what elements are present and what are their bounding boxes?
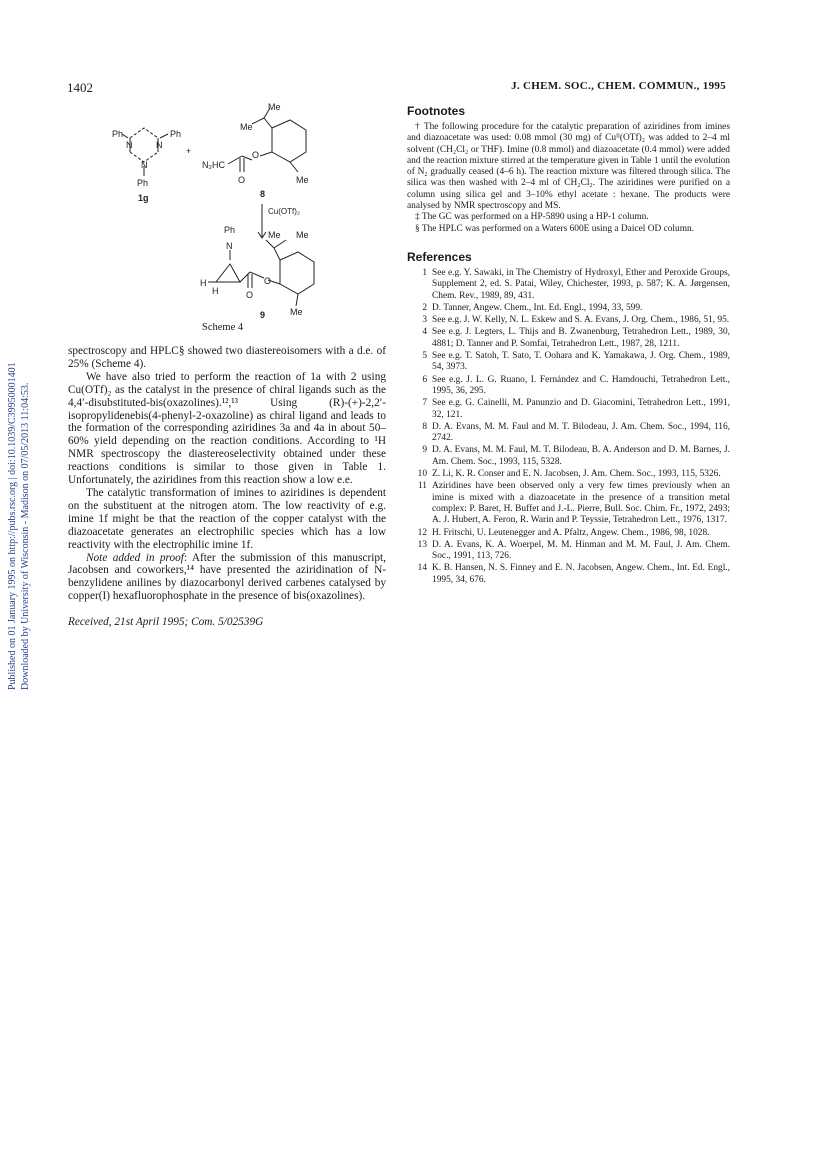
reference-number: 7 — [422, 398, 427, 409]
carbonyl-o-9: O — [246, 290, 254, 300]
reference-item — [407, 375, 730, 398]
reference-text: See e.g. T. Satoh, T. Sato, T. Oohara and K. Yamakawa, J. Org. Chem., 1989, 54, 3973. — [432, 351, 730, 373]
reference-text: Z. Li, K. R. Conser and E. N. Jacobsen, J. Am. Chem. Soc., 1993, 115, 5326. — [432, 469, 721, 480]
footnotes-heading: Footnotes — [407, 104, 465, 118]
reference-text: See e.g. G. Cainelli, M. Panunzio and D. Giacomini, Tetrahedron Lett., 1991, 32, 121. — [432, 398, 730, 420]
reference-item — [407, 563, 730, 586]
reference-text: See e.g. Y. Sawaki, in The Chemistry of Hydroxyl, Ether and Peroxide Groups, Supplement 2, ed. S. Patai, Wiley, Chichester, 1993, p. 587; K. A. Jørgensen, Chem. Rev., 1989, 89, 431. — [432, 267, 730, 301]
references-section — [407, 250, 730, 586]
n-right-label: N — [156, 140, 163, 150]
reference-item — [407, 351, 730, 374]
reference-item — [407, 268, 730, 302]
reference-number: 10 — [417, 469, 427, 480]
scheme-caption: Scheme 4 — [202, 322, 244, 333]
note-added-text: : After the submission of this manuscript, Jacobsen and coworkers,¹⁴ have presented the aziridination of N-benzylidene anilines by diazocarbonyl derived carbenes catalysed by copper(I) hexafluorophosphate in the presence of bis(oxazolines). — [68, 551, 387, 603]
footnote-double-dagger: ‡ The GC was performed on a HP-5890 using a HP-1 column. — [415, 212, 649, 223]
download-sidebar — [6, 330, 32, 690]
reference-text: D. Tanner, Angew. Chem., Int. Ed. Engl., 1994, 33, 599. — [432, 302, 643, 313]
ph-right-label: Ph — [170, 129, 182, 139]
page-number: 1402 — [67, 80, 93, 95]
me-9a-label: Me — [268, 230, 281, 240]
reference-item — [407, 398, 730, 421]
h1-label: H — [200, 278, 207, 288]
sidebar-download-line: Downloaded by University of Wisconsin - Madison on 07/05/2013 11:04:53. — [20, 382, 31, 690]
footnote-section: § The HPLC was performed on a Waters 600E using a Daicel OD column. — [415, 223, 695, 234]
reference-text: See e.g. J. W. Kelly, N. L. Eskew and S. A. Evans, J. Org. Chem., 1986, 51, 95. — [432, 315, 730, 326]
reference-item — [407, 315, 730, 326]
n-bottom-label: N — [141, 160, 148, 170]
reference-text: See e.g. J. L. G. Ruano, I. Fernández and C. Hamdouchi, Tetrahedron Lett., 1995, 36, 295. — [432, 374, 730, 396]
references-heading: References — [407, 249, 472, 264]
footnote-dagger: † The following procedure for the catalytic preparation of aziridines from imines and diazoacetate was used: 0.08 mmol (30 mg) of Cuᴵᴵ(OTf)₂ was added to 2–4 ml solvent (CH₂Cl₂ or THF). Imine (0.8 mmol) and diazoacetate (0.4 mmol) were added and the reaction mixture stirred at the temperature given in Table 1 until the evolution of N₂ gradually ceased (4–6 h). The reaction mixture was filtered through silica. The silica was then washed with 2–4 ml of CH₂Cl₂. The aziridines were purified on a column using silica gel and 3–10% ethyl acetate : hexane. The products were analysed by NMR spectroscopy and MS. — [407, 122, 730, 212]
compound-1g-label: 1g — [138, 193, 149, 203]
received-line: Received, 21st April 1995; Com. 5/02539G — [68, 616, 264, 629]
reference-text: Aziridines have been observed only a very few times previously when an imine is mixed with a diazoacetate in the presence of a transition metal complex: P. Baret, H. Buffet and J.-L. Pierre, Bull. Soc. Chim. Fr., 1972, 2493; A. J. Hubert, A. Feron, R. Warin and P. Teyssie, Tetrahedron Lett., 1976, 1317. — [432, 481, 730, 526]
h2-label: H — [212, 286, 219, 296]
reference-number: 9 — [422, 445, 427, 456]
ester-o-9: O — [264, 276, 272, 286]
reference-item — [407, 528, 730, 539]
me-top-label: Me — [268, 102, 281, 112]
reference-text: See e.g. J. Legters, L. Thijs and B. Zwanenburg, Tetrahedron Lett., 1989, 30, 4881; D. Tanner and P. Somfai, Tetrahedron Lett., 1987, 28, 1211. — [432, 327, 730, 349]
paragraph-3: The catalytic transformation of imines to aziridines is dependent on the substituent at the nitrogen atom. The low reactivity of e.g. imine 1f might be that the reaction of the copper catalyst with the diazoacetate generates an electrophilic species which has a low reactivity with the electrophilic imine 1f. — [68, 486, 386, 551]
paragraph-4 — [68, 552, 386, 604]
me-left-label: Me — [240, 122, 253, 132]
reference-item — [407, 422, 730, 445]
paragraph-1: spectroscopy and HPLC§ showed two diastereoisomers with a d.e. of 25% (Scheme 4). — [68, 345, 386, 370]
reference-number: 8 — [422, 421, 427, 432]
me-9b-label: Me — [296, 230, 309, 240]
n2hc-label: N₂HC — [202, 160, 225, 170]
reference-number: 5 — [422, 351, 427, 362]
reference-number: 14 — [417, 563, 427, 574]
ph-left-label: Ph — [112, 129, 124, 139]
compound-9-label: 9 — [260, 310, 266, 320]
note-added-label: Note added in proof — [86, 551, 184, 564]
ph-bottom-label: Ph — [137, 178, 149, 188]
catalyst-label: Cu(OTf)₂ — [268, 207, 300, 216]
me-9c-label: Me — [290, 307, 303, 317]
reference-item — [407, 481, 730, 526]
n-aziridine-label: N — [226, 241, 233, 251]
paragraph-2: We have also tried to perform the reaction of 1a with 2 using Cu(OTf)₂ as the catalyst in the presence of chiral ligands such as the 4,4′-disubstituted-bis(oxazolines).¹²,¹³ Using (R)-(+)-2,2′-isopropylidenebis(4-phenyl-2-oxazoline) as chiral ligand and leads to the formation of the corresponding aziridines 3a and 4a in about 50–60% yield depending on the reaction conditions. According to ¹H NMR spectroscopy the diastereoselectivity obtained under these reactions conditions is similar to those given in Table 1. Unfortunately, the aziridines from this reaction show a low e.e. — [68, 370, 386, 487]
reference-item — [407, 469, 730, 480]
reference-text: K. B. Hansen, N. S. Finney and E. N. Jacobsen, Angew. Chem., Int. Ed. Engl., 1995, 34, 676. — [432, 563, 730, 585]
me-bottom-label: Me — [296, 175, 309, 185]
reference-item — [407, 540, 730, 563]
journal-header: J. CHEM. SOC., CHEM. COMMUN., 1995 — [511, 80, 726, 92]
reference-text: D. A. Evans, M. M. Faul and M. T. Bilodeau, J. Am. Chem. Soc., 1994, 116, 2742. — [432, 421, 730, 444]
reference-text: D. A. Evans, M. M. Faul, M. T. Bilodeau, B. A. Anderson and D. M. Barnes, J. Am. Chem. Soc., 1993, 115, 5328. — [432, 445, 730, 467]
compound-8-label: 8 — [260, 189, 266, 199]
scheme-4-figure — [100, 100, 360, 330]
reference-number: 13 — [417, 539, 427, 550]
reference-number: 11 — [417, 481, 427, 492]
carbonyl-o-8: O — [238, 175, 246, 185]
right-column — [407, 104, 730, 587]
n-left-label: N — [126, 140, 133, 150]
plus-sign: + — [186, 146, 192, 156]
reference-number: 12 — [417, 527, 427, 538]
reference-text: D. A. Evans, K. A. Woerpel, M. M. Hinman and M. M. Faul, J. Am. Chem. Soc., 1991, 113, 726. — [432, 539, 730, 562]
left-column-text — [68, 345, 386, 629]
reference-item — [407, 303, 730, 314]
reference-text: H. Fritschi, U. Leutenegger and A. Pfaltz, Angew. Chem., 1986, 98, 1028. — [432, 527, 710, 538]
reference-number: 1 — [422, 267, 427, 278]
reference-item — [407, 327, 730, 350]
reference-item — [407, 445, 730, 468]
reference-number: 6 — [422, 374, 427, 385]
scheme-4-svg — [100, 100, 360, 330]
ester-o-8: O — [252, 150, 260, 160]
sidebar-published-line[interactable]: Published on 01 January 1995 on http://pubs.rsc.org | doi:10.1039/C39950001401 — [7, 362, 18, 690]
reference-number: 4 — [422, 327, 427, 338]
reference-number: 2 — [422, 302, 427, 313]
ph-aziridine-label: Ph — [224, 225, 236, 235]
reference-number: 3 — [422, 315, 427, 326]
